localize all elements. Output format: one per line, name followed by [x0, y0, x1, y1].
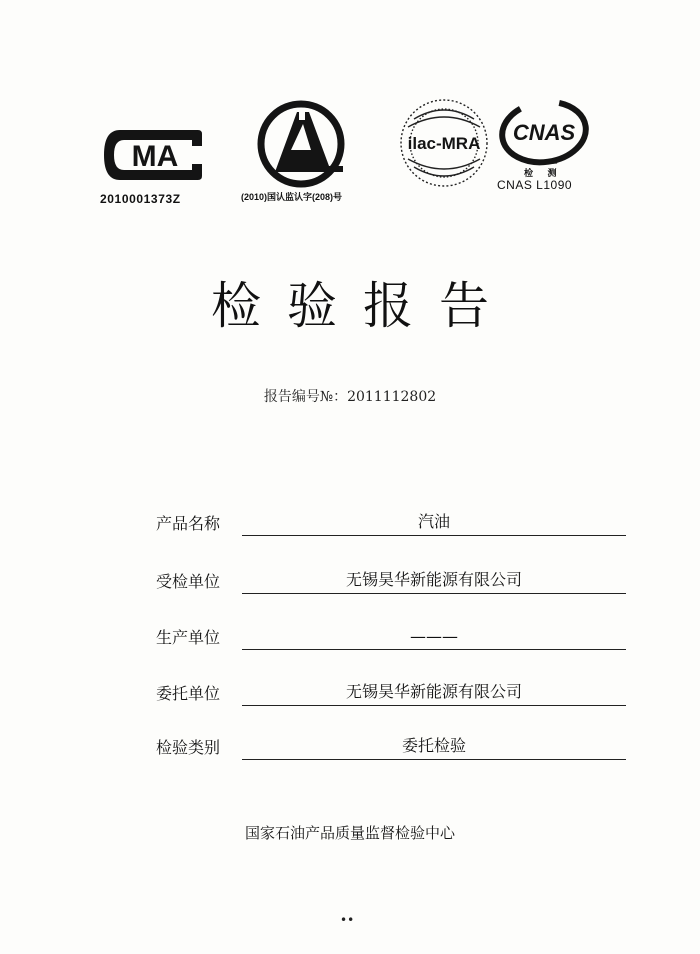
page-title: 检验报告	[211, 277, 515, 335]
field-underline	[242, 759, 626, 760]
cma-logo-text: MA	[131, 140, 179, 173]
cnas-code: CNAS L1090	[497, 178, 573, 192]
field-value: 无锡昊华新能源有限公司	[345, 682, 522, 701]
cal-caption: (2010)国认监认字(208)号	[241, 192, 343, 202]
field-label: 委托单位	[156, 684, 221, 703]
field-inspected-unit	[156, 564, 626, 594]
field-manufacturer	[156, 620, 626, 650]
ilac-logo-text: ilac-MRA	[407, 134, 481, 153]
cma-code: 2010001373Z	[100, 192, 181, 206]
cnas-logo-text: CNAS	[512, 120, 576, 145]
cnas-logo-icon	[497, 96, 591, 176]
field-product-name	[156, 506, 626, 536]
issuer-name: 国家石油产品质量监督检验中心	[244, 824, 455, 842]
field-value: 委托检验	[401, 736, 466, 755]
field-client-unit	[156, 676, 626, 706]
ilac-mra-logo-icon	[398, 97, 490, 189]
cma-logo-icon	[100, 124, 208, 186]
field-label: 受检单位	[156, 572, 221, 591]
cnas-sub-label: 检 测	[524, 168, 563, 178]
field-inspection-type	[156, 730, 626, 760]
report-number: 报告编号№：2011112802	[263, 389, 437, 405]
field-underline	[242, 649, 626, 650]
field-label: 检验类别	[156, 738, 221, 757]
field-value: 无锡昊华新能源有限公司	[345, 570, 522, 589]
field-underline	[242, 535, 626, 536]
field-underline	[242, 705, 626, 706]
cal-logo-icon	[253, 100, 349, 190]
field-value: ———	[410, 627, 458, 646]
page-mark: ••	[340, 913, 355, 927]
field-label: 生产单位	[156, 628, 221, 647]
field-value: 汽油	[417, 512, 450, 531]
field-label: 产品名称	[156, 514, 221, 533]
field-underline	[242, 593, 626, 594]
